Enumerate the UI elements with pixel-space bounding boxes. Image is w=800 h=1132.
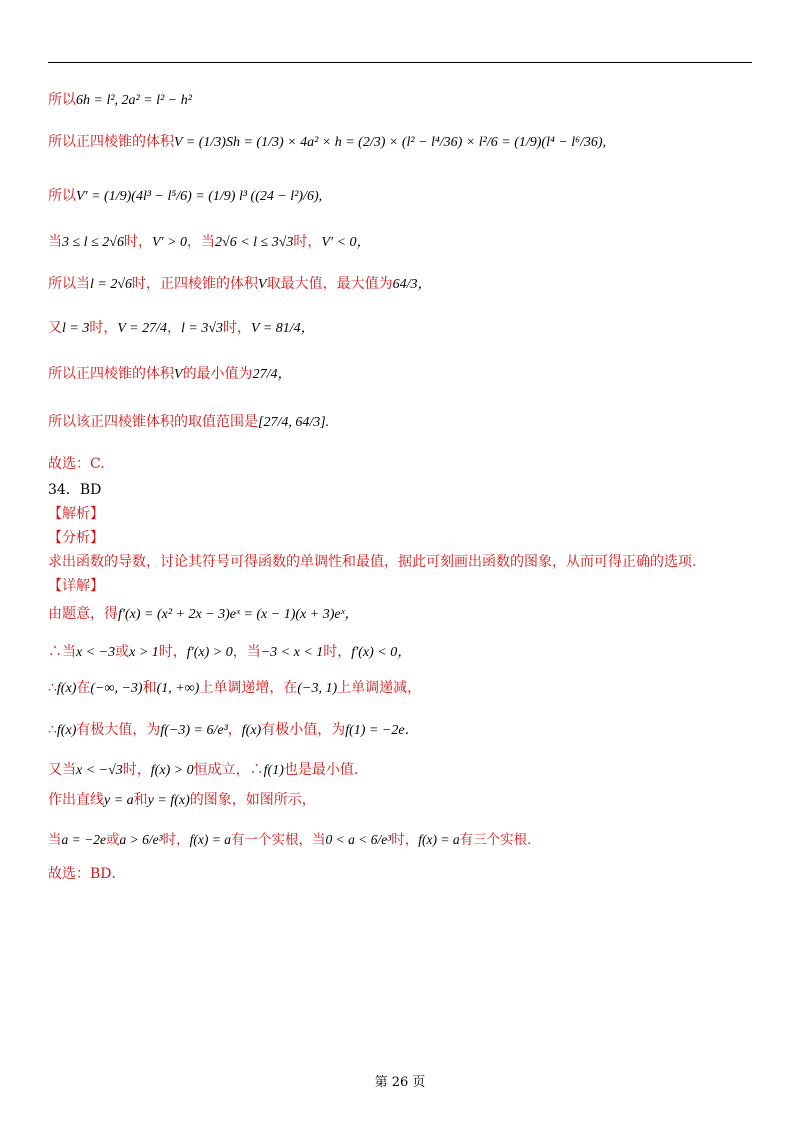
text: 所以该正四棱锥体积的取值范围是: [48, 414, 258, 430]
formula: V′ = (1/9)(4l³ − l⁵/6) = (1/9) l³ ((24 − l²)/6),: [76, 189, 323, 204]
line-5: [48, 318, 760, 339]
line-0: [48, 90, 760, 111]
text: 时，正四棱锥的体积: [132, 276, 259, 292]
formula: f′(x) > 0: [186, 645, 233, 660]
formula: (−∞, −3): [90, 681, 143, 696]
formula: x > 1: [129, 645, 159, 660]
text: 上单调递增，在: [199, 680, 298, 696]
text: 作出直线: [48, 792, 104, 808]
text: 时，: [123, 234, 152, 250]
section-heading: 【解析】: [48, 506, 104, 522]
text: 所以: [48, 92, 76, 108]
line-16: [48, 678, 760, 699]
text: 时，: [293, 234, 322, 250]
formula: f(x) > 0: [150, 763, 194, 778]
text: 所以: [48, 188, 76, 204]
text: 时，: [162, 832, 190, 848]
formula: V = (1/3)Sh = (1/3) × 4a² × h = (2/3) × (l² − l⁴/36) × l²/6 = (1/9)(l⁴ − l⁶/36),: [174, 135, 607, 150]
formula: l = 3√3: [180, 321, 224, 336]
line-8: [48, 454, 760, 474]
text: ，: [227, 722, 242, 738]
formula: f(1): [263, 763, 284, 778]
text: 有极小值，为: [261, 722, 346, 738]
formula: 3 ≤ l ≤ 2√6: [62, 235, 124, 250]
formula: f(x) = a: [418, 832, 460, 847]
text: 和: [142, 680, 157, 696]
text: 时，: [323, 644, 352, 660]
formula: y = f(x): [147, 793, 190, 808]
text: 也是最小值．: [283, 762, 368, 778]
line-15: [48, 642, 760, 663]
formula: 0 < a < 6/e³: [325, 832, 392, 847]
line-13: [48, 576, 760, 596]
section-heading: 【分析】: [48, 530, 104, 546]
text: 故选：BD．: [48, 866, 126, 882]
line-7: [48, 412, 760, 433]
text: 故选：C.: [48, 456, 105, 472]
formula: V = 81/4，: [251, 321, 315, 336]
text: 的图象，如图所示，: [189, 792, 316, 808]
formula: f′(x) < 0，: [351, 645, 412, 660]
text: ∴: [48, 680, 57, 696]
formula: V: [258, 277, 267, 292]
line-19: [48, 790, 760, 811]
line-1: [48, 132, 760, 153]
formula: x < −√3: [76, 763, 123, 778]
formula: f(x): [56, 681, 77, 696]
line-3: [48, 232, 760, 253]
formula: f(−3) = 6/e³: [160, 723, 228, 738]
line-21: [48, 864, 760, 884]
line-4: [48, 274, 760, 295]
formula: l = 3: [62, 321, 90, 336]
formula: [27/4, 64/3].: [258, 415, 330, 430]
text: ，当: [187, 234, 216, 250]
formula: 2√6 < l ≤ 3√3: [215, 235, 294, 250]
formula: y = a: [104, 793, 134, 808]
text: 所以正四棱锥的体积: [48, 366, 174, 382]
text: 所以正四棱锥的体积: [48, 134, 174, 150]
formula: f′(x) = (x² + 2x − 3)eˣ = (x − 1)(x + 3)eˣ，: [118, 607, 359, 622]
text: 当: [48, 234, 62, 250]
formula: 6h = l², 2a² = l² − h²: [76, 93, 192, 108]
text: 在: [76, 680, 91, 696]
line-2: [48, 186, 760, 207]
formula: −3 < x < 1: [260, 645, 324, 660]
formula: l = 2√6: [90, 277, 133, 292]
question-number: 34．BD: [48, 482, 102, 498]
formula: f(x): [56, 723, 77, 738]
formula: f(1) = −2e．: [345, 723, 419, 738]
text: 时，: [391, 832, 419, 848]
text: 时，: [158, 644, 187, 660]
formula: 64/3，: [392, 277, 432, 292]
line-14: [48, 604, 760, 625]
text: 有三个实根．: [459, 832, 541, 848]
text: 有极大值，为: [76, 722, 161, 738]
text: 由题意，得: [48, 606, 118, 622]
text: 和: [133, 792, 148, 808]
formula: V′ < 0，: [321, 235, 371, 250]
text: ，当: [232, 644, 261, 660]
section-heading: 【详解】: [48, 578, 104, 594]
text: ，: [166, 320, 181, 336]
line-11: [48, 528, 760, 548]
text: 或: [105, 832, 120, 848]
line-6: [48, 364, 760, 385]
line-17: [48, 720, 760, 741]
formula: (−3, 1): [297, 681, 338, 696]
page-footer: 第 26 页: [374, 1075, 426, 1090]
text: 求出函数的导数，讨论其符号可得函数的单调性和最值，据此可刻画出函数的图象，从而可得正确的选项.: [48, 554, 697, 570]
text: 的最小值为: [182, 366, 253, 382]
formula: (1, +∞): [156, 681, 200, 696]
formula: V = 27/4: [117, 321, 167, 336]
text: 或: [115, 644, 130, 660]
text: 上单调递减，: [337, 680, 422, 696]
header-rule: [48, 62, 752, 63]
text: 时，: [223, 320, 252, 336]
text: 有一个实根，当: [230, 832, 326, 848]
formula: f(x): [241, 723, 262, 738]
text: 时，: [122, 762, 151, 778]
text: 恒成立，∴: [193, 762, 264, 778]
text: 又: [48, 320, 62, 336]
line-9: [48, 480, 760, 500]
text: 当: [48, 832, 62, 848]
text: ∴: [48, 722, 57, 738]
text: 时，: [89, 320, 118, 336]
line-20: [48, 830, 760, 850]
text: 又当: [48, 762, 76, 778]
formula: V′ > 0: [151, 235, 188, 250]
line-18: [48, 760, 760, 781]
formula: f(x) = a: [189, 832, 231, 847]
formula: a = −2e: [61, 832, 106, 847]
formula: V: [174, 367, 183, 382]
formula: 27/4，: [252, 367, 292, 382]
text: 所以当: [48, 276, 90, 292]
formula: x < −3: [76, 645, 116, 660]
text: ∴当: [48, 644, 76, 660]
line-12: [48, 552, 760, 572]
line-10: [48, 504, 760, 524]
formula: a > 6/e³: [119, 832, 163, 847]
text: 取最大值，最大值为: [266, 276, 393, 292]
